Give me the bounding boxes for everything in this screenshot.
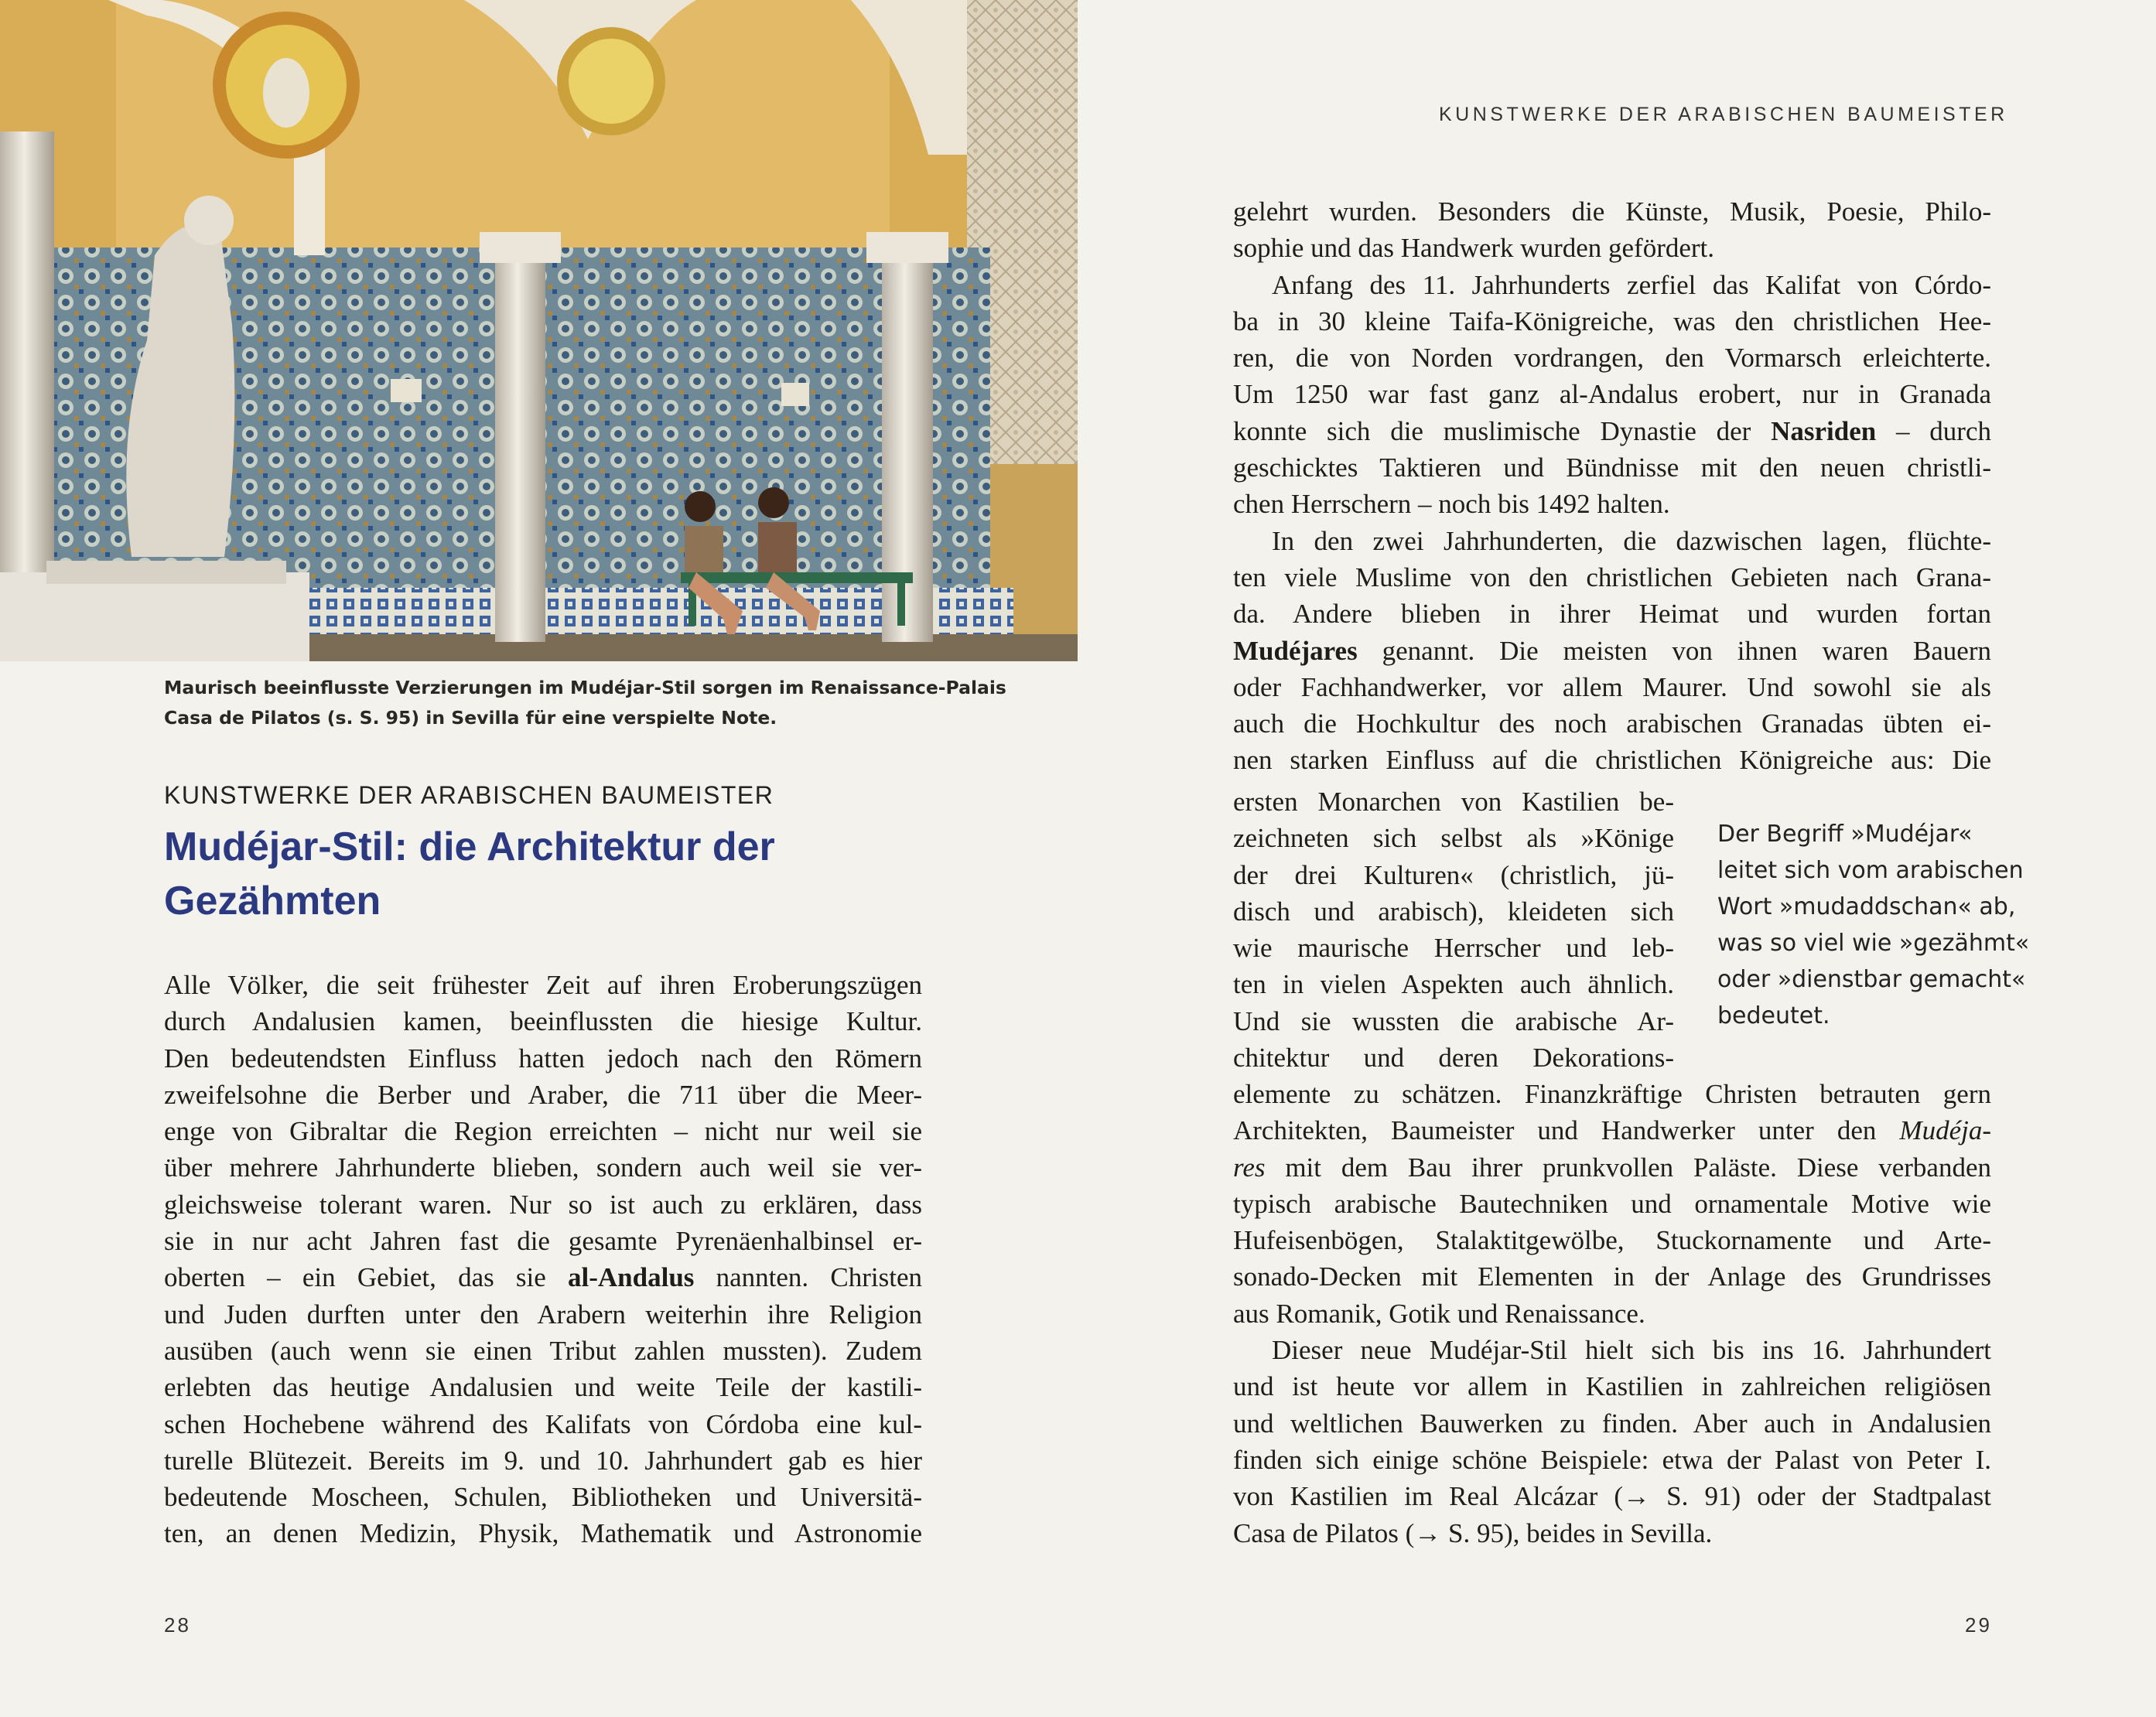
text-line: Alle Völker, die seit frühester Zeit auf ihren Eroberungszügen: [164, 970, 922, 1000]
text-line: ersten Monarchen von Kastilien be-: [1233, 787, 1674, 817]
text-line: sie in nur acht Jahren fast die gesamte Pyrenäenhalbinsel er-: [164, 1226, 922, 1257]
text-line: Den bedeutendsten Einfluss hatten jedoch nach den Römern: [164, 1043, 922, 1074]
text-line: sophie und das Handwerk wurden gefördert.: [1233, 233, 1715, 264]
text-line: enge von Gibraltar die Region erreichten – nicht nur weil sie: [164, 1116, 922, 1147]
text-line: typisch arabische Bautechniken und ornamentale Motive wie: [1233, 1188, 1991, 1219]
text-line: [1233, 1112, 1991, 1149]
running-head: KUNSTWERKE DER ARABISCHEN BAUMEISTER: [1439, 104, 2008, 125]
text-fragment: – durch: [1876, 415, 1991, 446]
text-line: geschicktes Taktieren und Bündnisse mit den neuen christli-: [1233, 452, 1991, 483]
text-line: gleichsweise tolerant waren. Nur so ist auch zu erklären, dass: [164, 1189, 922, 1220]
bold-term: Nasriden: [1771, 415, 1877, 446]
bold-term: al-Andalus: [568, 1262, 695, 1293]
note-line: oder »dienstbar gemacht«: [1717, 966, 2026, 993]
text-line: Und sie wussten die arabische Ar-: [1233, 1005, 1674, 1036]
page-number-right: 29: [1965, 1613, 1992, 1637]
italic-term: res: [1233, 1152, 1266, 1183]
note-line: Der Begriff »Mudéjar«: [1717, 821, 1973, 848]
text-line: von Kastilien im Real Alcázar (→ S. 91) oder der Stadtpalast: [1233, 1481, 1991, 1512]
caption-line: Casa de Pilatos (s. S. 95) in Sevilla für eine verspielte Note.: [164, 707, 777, 729]
text-fragment: genannt. Die meisten von ihnen waren Bauern: [1357, 635, 1991, 666]
text-line: aus Romanik, Gotik und Renaissance.: [1233, 1298, 1645, 1329]
text-fragment: Architekten, Baumeister und Handwerker unter den: [1233, 1115, 1900, 1146]
italic-term: Mudéja-: [1899, 1115, 1991, 1146]
text-fragment: nannten. Christen: [694, 1262, 922, 1293]
text-line: turelle Blütezeit. Bereits im 9. und 10. Jahrhundert gab es hier: [164, 1445, 922, 1476]
text-line: ausüben (auch wenn sie einen Tribut zahlen mussten). Zudem: [164, 1335, 922, 1366]
left-body-text: [164, 967, 922, 1552]
text-line: ba in 30 kleine Taifa-Königreiche, was den christlichen Hee-: [1233, 306, 1991, 336]
text-line: [1233, 413, 1991, 449]
text-line: ren, die von Norden vordrangen, den Vormarsch erleichterte.: [1233, 343, 1991, 374]
text-line: Dieser neue Mudéjar-Stil hielt sich bis ins 16. Jahrhundert: [1272, 1335, 1991, 1366]
section-kicker: KUNSTWERKE DER ARABISCHEN BAUMEISTER: [164, 781, 774, 809]
text-line: finden sich einige schöne Beispiele: etwa der Palast von Peter I.: [1233, 1444, 1991, 1475]
text-line: und weltlichen Bauwerken zu finden. Aber auch in Andalusien: [1233, 1408, 1991, 1439]
right-body-text-narrow: [1233, 783, 1674, 1076]
text-line: auch die Hochkultur des noch arabischen Granadas übten ei-: [1233, 708, 1991, 739]
text-line: durch Andalusien kamen, beeinflussten die hiesige Kultur.: [164, 1006, 922, 1037]
text-line: ten, an denen Medizin, Physik, Mathematik und Astronomie: [164, 1518, 922, 1549]
right-body-text: [1233, 193, 1991, 779]
text-fragment: oberten – ein Gebiet, das sie: [164, 1262, 569, 1293]
text-line: [164, 1259, 922, 1295]
text-line: erlebten das heutige Andalusien und weite Teile der kastili-: [164, 1372, 922, 1403]
text-line: Hufeisenbögen, Stalaktitgewölbe, Stuckornamente und Arte-: [1233, 1225, 1991, 1256]
text-line: und Juden durften unter den Arabern weiterhin ihre Religion: [164, 1299, 922, 1330]
text-line: zeichneten sich selbst als »Könige: [1233, 823, 1674, 854]
note-line: Wort »mudaddschan« ab,: [1717, 893, 2016, 920]
right-body-text-bottom: [1233, 1076, 1991, 1551]
text-line: zweifelsohne die Berber und Araber, die 711 über die Meer-: [164, 1079, 922, 1110]
text-line: wie maurische Herrscher und leb-: [1233, 933, 1674, 964]
text-line: elemente zu schätzen. Finanzkräftige Christen betrauten gern: [1233, 1079, 1991, 1109]
text-line: da. Andere blieben in ihrer Heimat und wurden fortan: [1233, 599, 1991, 630]
note-line: bedeutet.: [1717, 1002, 1830, 1029]
text-line: disch und arabisch), kleideten sich: [1233, 896, 1674, 927]
caption-line: Maurisch beeinflusste Verzierungen im Mudéjar-Stil sorgen im Renaissance-Palais: [164, 677, 1006, 698]
text-line: der drei Kulturen« (christlich, jü-: [1233, 859, 1674, 890]
text-line: nen starken Einfluss auf die christlichen Königreiche aus: Die: [1233, 745, 1991, 776]
text-line: [1233, 633, 1991, 669]
text-line: Casa de Pilatos (→ S. 95), beides in Sevilla.: [1233, 1517, 1713, 1548]
text-line: chen Herrschern – noch bis 1492 halten.: [1233, 489, 1670, 520]
text-line: bedeutende Moscheen, Schulen, Bibliotheken und Universitä-: [164, 1482, 922, 1513]
text-line: oder Fachhandwerker, vor allem Maurer. Und sowohl sie als: [1233, 671, 1991, 702]
text-line: über mehrere Jahrhunderte blieben, sondern auch weil sie ver-: [164, 1152, 922, 1183]
page-number-left: 28: [164, 1613, 191, 1637]
text-fragment: mit dem Bau ihrer prunkvollen Paläste. Diese verbanden: [1265, 1152, 1991, 1183]
note-line: was so viel wie »gezähmt«: [1717, 930, 2030, 957]
margin-note: [1717, 816, 2042, 1034]
text-line: ten viele Muslime von den christlichen Gebieten nach Grana-: [1233, 562, 1991, 592]
text-line: sonado-Decken mit Elementen in der Anlage des Grundrisses: [1233, 1261, 1991, 1292]
text-line: gelehrt wurden. Besonders die Künste, Musik, Poesie, Philo-: [1233, 196, 1991, 227]
title-line: Gezähmten: [164, 879, 381, 923]
text-fragment: konnte sich die muslimische Dynastie der: [1233, 415, 1772, 446]
text-line: ten in vielen Aspekten auch ähnlich.: [1233, 969, 1674, 1000]
text-line: Um 1250 war fast ganz al-Andalus erobert, nur in Granada: [1233, 379, 1991, 410]
photo-casa-de-pilatos: [0, 0, 1078, 661]
text-line: chitektur und deren Dekorations-: [1233, 1043, 1674, 1074]
text-line: [1233, 1149, 1991, 1186]
title-line: Mudéjar-Stil: die Architektur der: [164, 824, 775, 869]
note-line: leitet sich vom arabischen: [1717, 857, 2024, 884]
text-line: Anfang des 11. Jahrhunderts zerfiel das Kalifat von Córdo-: [1272, 269, 1991, 300]
text-line: und ist heute vor allem in Kastilien in zahlreichen religiösen: [1233, 1371, 1991, 1402]
bold-term: Mudéjares: [1233, 635, 1358, 666]
chapter-title: [164, 820, 976, 928]
text-line: schen Hochebene während des Kalifats von Córdoba eine kul-: [164, 1408, 922, 1439]
photo-caption: [164, 673, 1006, 733]
text-line: In den zwei Jahrhunderten, die dazwischen lagen, flüchte-: [1272, 525, 1991, 556]
